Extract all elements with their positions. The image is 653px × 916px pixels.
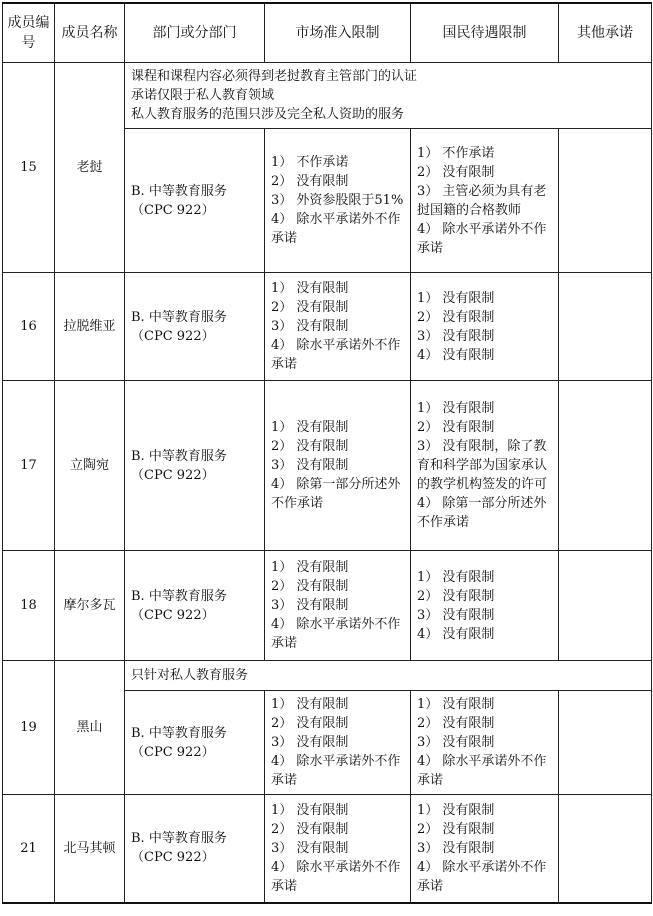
member-name: 拉脱维亚 — [55, 273, 125, 381]
cell-line: 1） 没有限制 — [417, 290, 495, 306]
header-other-commitments: 其他承诺 — [559, 3, 652, 63]
member-no: 15 — [3, 63, 55, 273]
market-access-cell — [265, 551, 411, 661]
cell-line: 承诺仅限于私人教育领域 — [131, 88, 275, 103]
table-row — [3, 795, 652, 903]
cell-line: 2） 没有限制 — [271, 821, 349, 837]
cell-line: 1） 没有限制 — [417, 569, 495, 585]
sector-cell — [125, 129, 265, 273]
market-access-cell — [265, 273, 411, 381]
header-sector: 部门或分部门 — [125, 3, 265, 63]
cell-line: 2） 没有限制 — [271, 174, 349, 189]
table-row — [3, 661, 652, 691]
cell-line: 1） 没有限制 — [271, 560, 349, 575]
sector-cell — [125, 273, 265, 381]
cell-line: B. 中等教育服务 — [131, 725, 227, 741]
member-name: 摩尔多瓦 — [55, 551, 125, 661]
cell-line: 2） 没有限制 — [417, 716, 495, 731]
other-commitments-cell — [559, 273, 652, 381]
market-access-cell — [265, 795, 411, 903]
cell-line: 1） 没有限制 — [271, 281, 349, 296]
cell-line: 2） 没有限制 — [417, 588, 495, 604]
cell-line: 2） 没有限制 — [271, 300, 349, 315]
cell-line: 课程和课程内容必须得到老挝教育主管部门的认证 — [131, 69, 418, 84]
sector-cell — [125, 551, 265, 661]
cell-line: 3） 没有限制 — [417, 328, 495, 344]
cell-line: 2） 没有限制 — [271, 716, 349, 731]
other-commitments-cell — [559, 551, 652, 661]
other-commitments-cell — [559, 691, 652, 795]
sector-cell — [125, 691, 265, 795]
national-treatment-cell — [411, 381, 559, 551]
cell-line: 1） 没有限制 — [417, 401, 495, 416]
member-note — [125, 63, 652, 129]
member-no: 18 — [3, 551, 55, 661]
cell-line: 3） 没有限制 — [271, 735, 349, 750]
cell-line: 1） 没有限制 — [417, 802, 495, 818]
cell-line: 4） 没有限制 — [417, 347, 495, 363]
member-no: 17 — [3, 381, 55, 551]
market-access-cell — [265, 129, 411, 273]
cell-line: B. 中等教育服务 — [131, 448, 227, 464]
cell-line: 2） 没有限制 — [271, 439, 349, 454]
commitments-table — [2, 2, 652, 904]
table-row — [3, 381, 652, 551]
cell-line: 3） 外资参股限于51% — [271, 193, 404, 208]
cell-line: 3） 没有限制，除了教育和科学部为国家承认的教学机构签发的许可 — [417, 439, 548, 492]
cell-line: 4） 除水平承诺外不作承诺 — [271, 212, 401, 246]
cell-line: 1） 没有限制 — [271, 802, 349, 818]
other-commitments-cell — [559, 381, 652, 551]
cell-line: 4） 除水平承诺外不作承诺 — [271, 617, 401, 651]
cell-line: 4） 除水平承诺外不作承诺 — [271, 754, 401, 788]
cell-line: B. 中等教育服务 — [131, 588, 227, 604]
cell-line: 2） 没有限制 — [271, 579, 349, 594]
cell-line: （CPC 922） — [131, 467, 215, 483]
national-treatment-cell — [411, 129, 559, 273]
table-row — [3, 551, 652, 661]
header-member-no: 成员编号 — [3, 3, 55, 63]
table-row — [3, 63, 652, 129]
cell-line: （CPC 922） — [131, 328, 215, 344]
member-note — [125, 661, 652, 691]
cell-line: （CPC 922） — [131, 744, 215, 760]
cell-line: 4） 除水平承诺外不作承诺 — [417, 221, 547, 256]
cell-line: 3） 没有限制 — [271, 840, 349, 856]
other-commitments-cell — [559, 129, 652, 273]
cell-line: 4） 没有限制 — [417, 626, 495, 642]
cell-line: B. 中等教育服务 — [131, 309, 227, 325]
cell-line: 1） 不作承诺 — [271, 155, 349, 170]
national-treatment-cell — [411, 691, 559, 795]
cell-line: 3） 没有限制 — [417, 840, 495, 856]
member-no: 21 — [3, 795, 55, 903]
cell-line: 2） 没有限制 — [417, 164, 495, 180]
national-treatment-cell — [411, 795, 559, 903]
member-name: 立陶宛 — [55, 381, 125, 551]
sector-cell — [125, 795, 265, 903]
cell-line: （CPC 922） — [131, 607, 215, 623]
member-name: 黑山 — [55, 661, 125, 795]
cell-line: 1） 不作承诺 — [417, 145, 495, 161]
cell-line: 3） 没有限制 — [271, 458, 349, 473]
cell-line: B. 中等教育服务 — [131, 183, 227, 199]
cell-line: 3） 没有限制 — [417, 607, 495, 623]
header-row — [3, 3, 652, 63]
cell-line: 4） 除第一部分所述外不作承诺 — [417, 496, 547, 530]
national-treatment-cell — [411, 551, 559, 661]
cell-line: 4） 除水平承诺外不作承诺 — [417, 859, 547, 894]
market-access-cell — [265, 381, 411, 551]
other-commitments-cell — [559, 795, 652, 903]
cell-line: （CPC 922） — [131, 850, 215, 866]
cell-line: 2） 没有限制 — [417, 821, 495, 837]
sector-cell — [125, 381, 265, 551]
cell-line: 3） 主管必须为具有老挝国籍的合格教师 — [417, 183, 547, 218]
cell-line: B. 中等教育服务 — [131, 831, 227, 847]
cell-line: 3） 没有限制 — [417, 735, 495, 750]
cell-line: 只针对私人教育服务 — [131, 668, 249, 683]
member-no: 16 — [3, 273, 55, 381]
member-no: 19 — [3, 661, 55, 795]
cell-line: 1） 没有限制 — [271, 697, 349, 712]
cell-line: 1） 没有限制 — [417, 697, 495, 712]
national-treatment-cell — [411, 273, 559, 381]
member-name: 老挝 — [55, 63, 125, 273]
cell-line: 2） 没有限制 — [417, 420, 495, 435]
cell-line: 3） 没有限制 — [271, 598, 349, 613]
header-market-access: 市场准入限制 — [265, 3, 411, 63]
cell-line: 4） 除第一部分所述外不作承诺 — [271, 477, 401, 511]
cell-line: 4） 除水平承诺外不作承诺 — [271, 338, 401, 372]
cell-line: （CPC 922） — [131, 202, 215, 218]
cell-line: 1） 没有限制 — [271, 420, 349, 435]
cell-line: 4） 除水平承诺外不作承诺 — [417, 754, 547, 788]
table-row — [3, 273, 652, 381]
market-access-cell — [265, 691, 411, 795]
cell-line: 4） 除水平承诺外不作承诺 — [271, 859, 401, 894]
cell-line: 2） 没有限制 — [417, 309, 495, 325]
member-name: 北马其顿 — [55, 795, 125, 903]
cell-line: 3） 没有限制 — [271, 319, 349, 334]
header-member-name: 成员名称 — [55, 3, 125, 63]
cell-line: 私人教育服务的范围只涉及完全私人资助的服务 — [131, 107, 405, 122]
header-national-treatment: 国民待遇限制 — [411, 3, 559, 63]
